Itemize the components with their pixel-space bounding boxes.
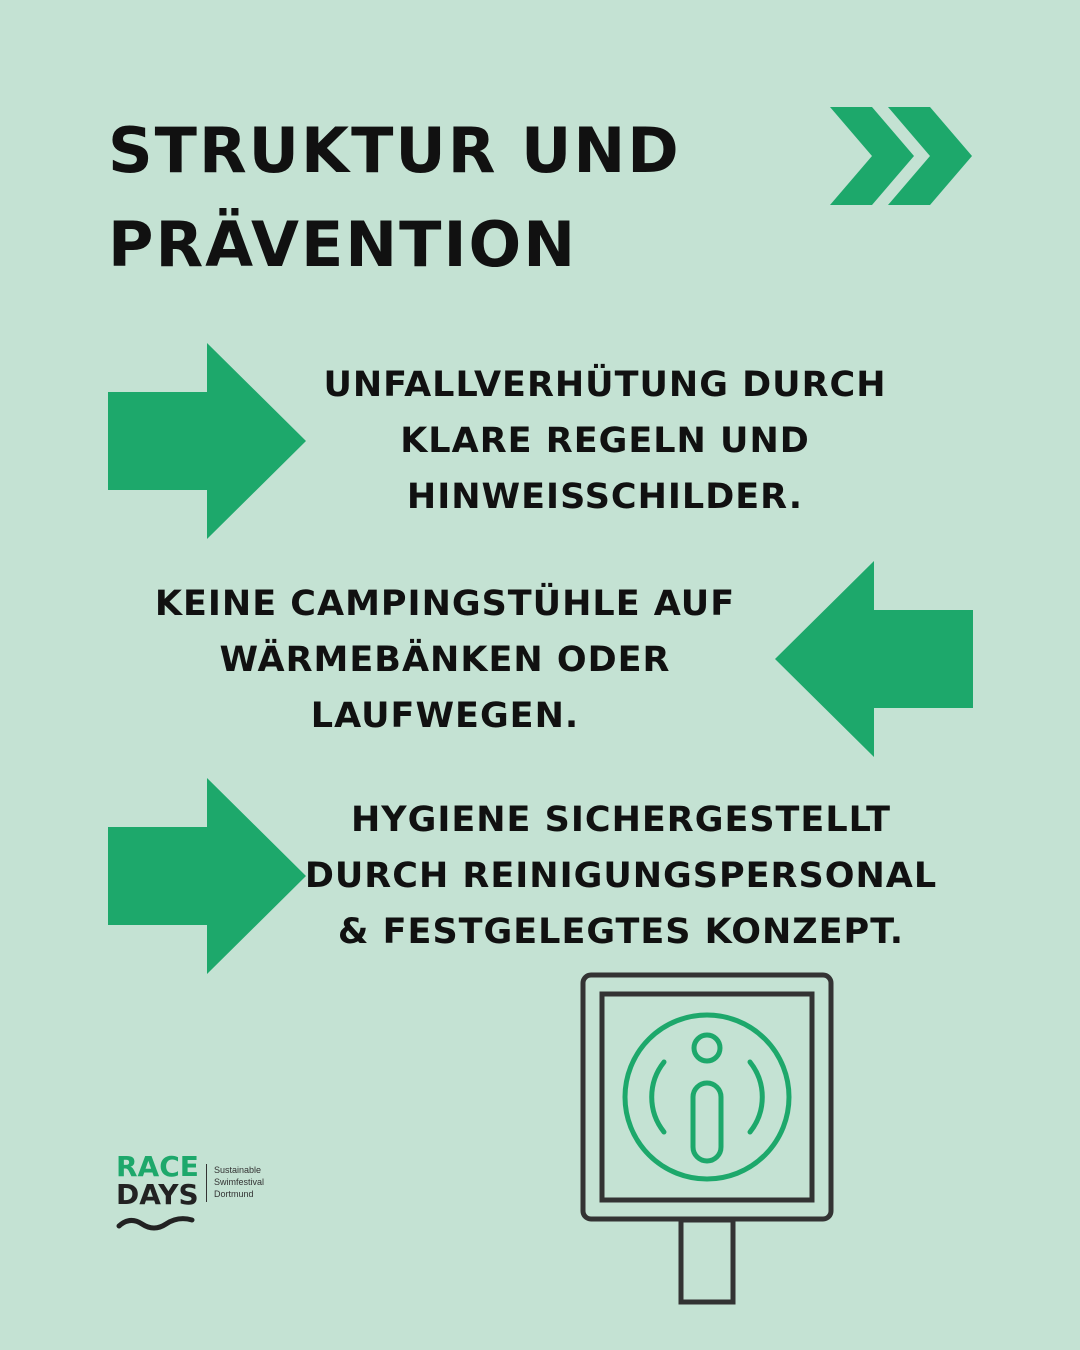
item-2-line-3: LAUFWEGEN. — [310, 696, 580, 736]
arrow-right-icon — [108, 343, 306, 539]
logo-tagline-2: Swimfestival — [214, 1177, 265, 1187]
double-chevron-right-icon — [830, 107, 972, 205]
logo-tagline — [214, 1164, 264, 1200]
item-1-line-3: HINWEISSCHILDER. — [406, 477, 804, 517]
item-1-line-1: UNFALLVERHÜTUNG DURCH — [323, 365, 887, 405]
race-days-logo — [116, 1152, 276, 1234]
item-3-line-1: HYGIENE SICHERGESTELLT — [350, 800, 892, 840]
logo-tagline-1: Sustainable — [214, 1165, 262, 1175]
logo-race-text: RACE — [116, 1150, 199, 1183]
item-hygiene — [296, 792, 946, 960]
item-unfallverhuetung — [300, 357, 910, 525]
arrow-left-icon — [775, 561, 973, 757]
title-line-1: STRUKTUR UND — [108, 114, 681, 187]
logo-tagline-3: Dortmund — [214, 1189, 254, 1199]
logo-days-text: DAYS — [116, 1178, 199, 1211]
wave-icon — [116, 1212, 196, 1232]
item-2-line-1: KEINE CAMPINGSTÜHLE AUF — [154, 584, 736, 624]
item-2-line-2: WÄRMEBÄNKEN ODER — [219, 640, 671, 680]
item-3-line-2: DURCH REINIGUNGSPERSONAL — [304, 856, 938, 896]
logo-divider — [206, 1164, 207, 1202]
title-line-2: PRÄVENTION — [108, 208, 578, 281]
item-campingstuehle — [120, 576, 770, 744]
item-1-line-2: KLARE REGELN UND — [400, 421, 810, 461]
item-3-line-3: & FESTGELEGTES KONZEPT. — [337, 912, 905, 952]
arrow-right-icon — [108, 778, 306, 974]
info-sign-icon — [578, 970, 836, 1308]
page-title — [108, 104, 768, 292]
